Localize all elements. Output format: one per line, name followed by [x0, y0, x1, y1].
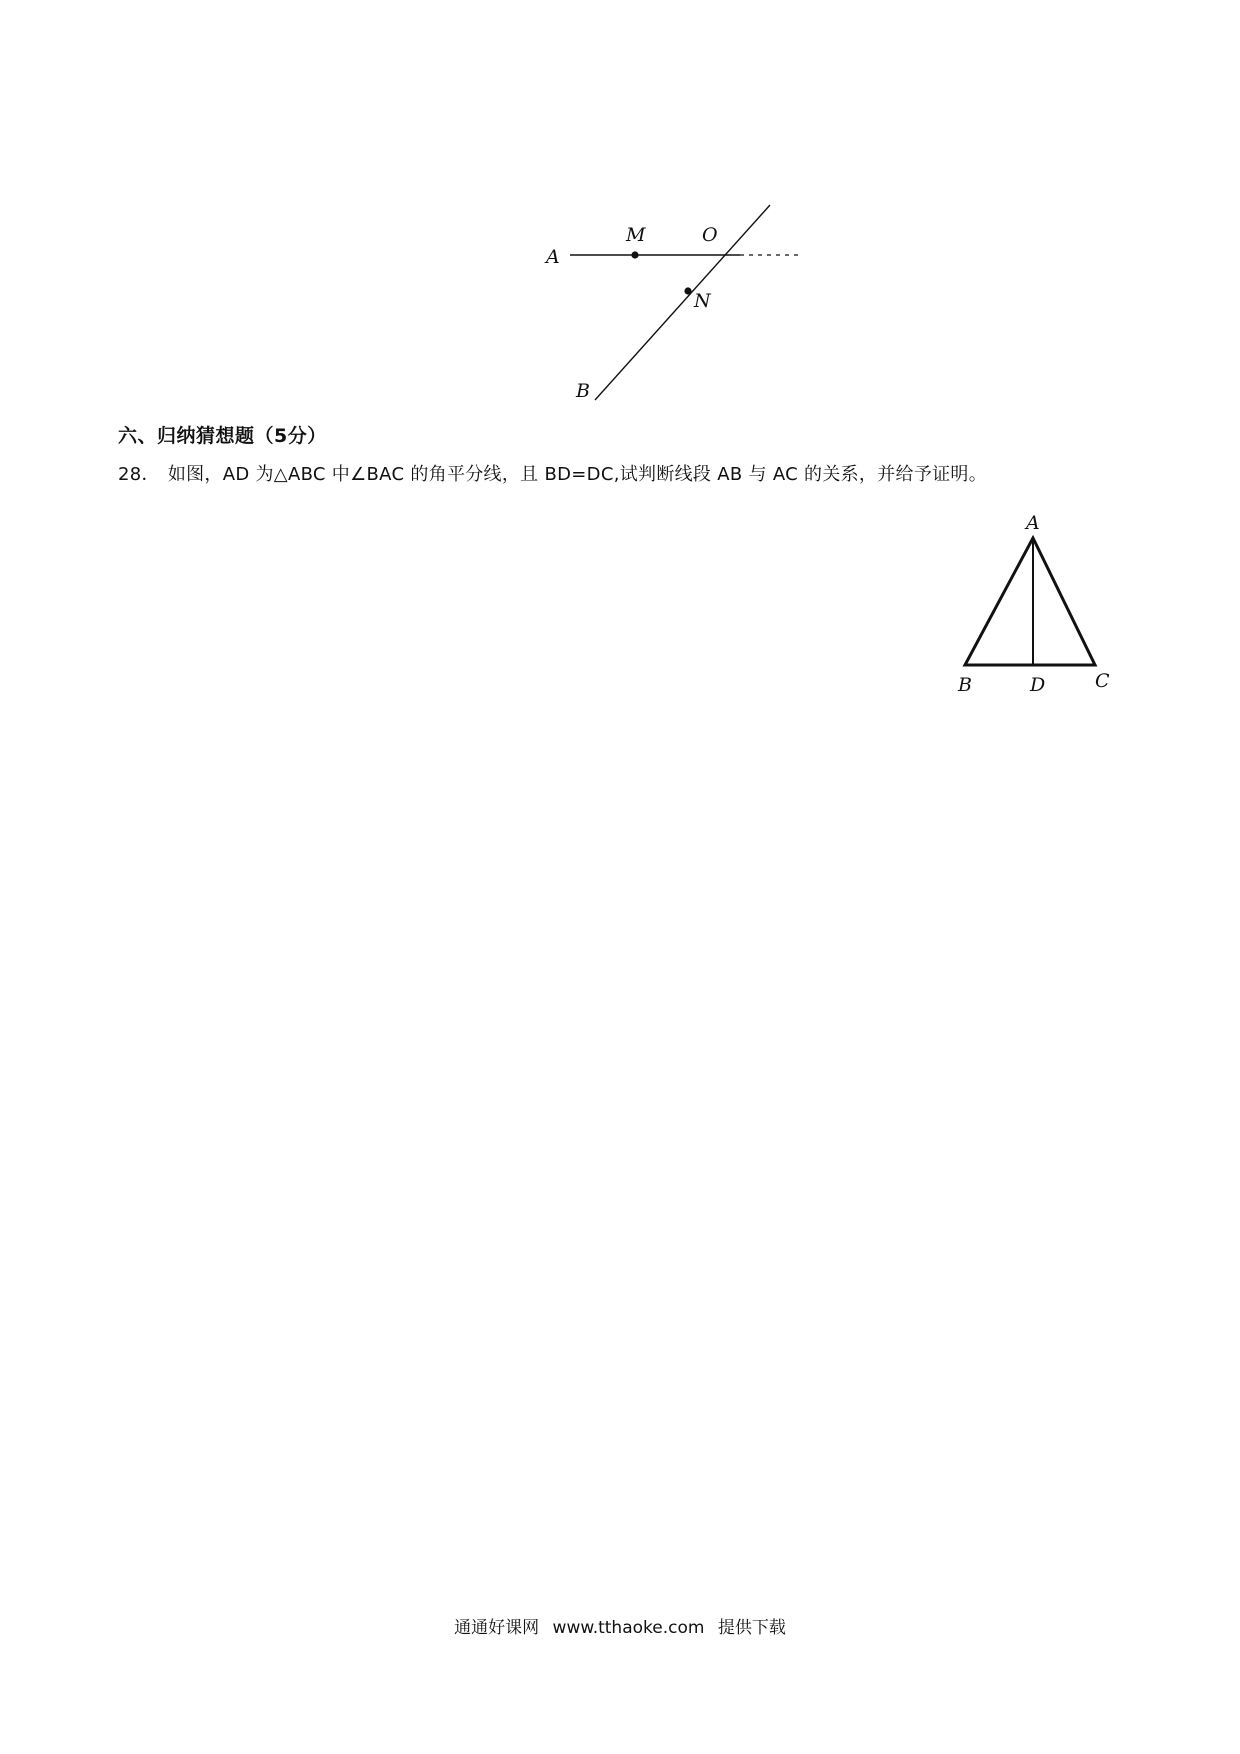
footer-suffix: 提供下载: [717, 1618, 786, 1638]
section-title: 六、归纳猜想题（5分）: [118, 425, 327, 447]
line-b-n-o: [595, 205, 770, 400]
label-b: B: [958, 674, 972, 696]
label-a: A: [1026, 512, 1040, 534]
label-n: N: [694, 290, 711, 312]
page-footer: [0, 1613, 1240, 1638]
question-28: [118, 460, 987, 486]
triangle-abc: [965, 538, 1095, 665]
label-d: D: [1030, 674, 1046, 696]
label-o: O: [702, 224, 718, 246]
footer-site-name: 通通好课网: [454, 1618, 540, 1638]
footer-url: www.tthaoke.com: [552, 1618, 705, 1638]
label-m: M: [626, 224, 646, 246]
line-figure: [540, 195, 810, 410]
label-a: A: [546, 246, 560, 268]
point-n: [684, 287, 691, 294]
question-number: 28．: [118, 464, 160, 485]
point-m: [631, 251, 638, 258]
question-text: 如图，AD 为△ABC 中∠BAC 的角平分线，且 BD=DC,试判断线段 AB 与 AC 的关系，并给予证明。: [167, 464, 988, 485]
label-c: C: [1095, 670, 1110, 692]
label-b: B: [576, 380, 590, 402]
triangle-figure: [940, 505, 1130, 705]
